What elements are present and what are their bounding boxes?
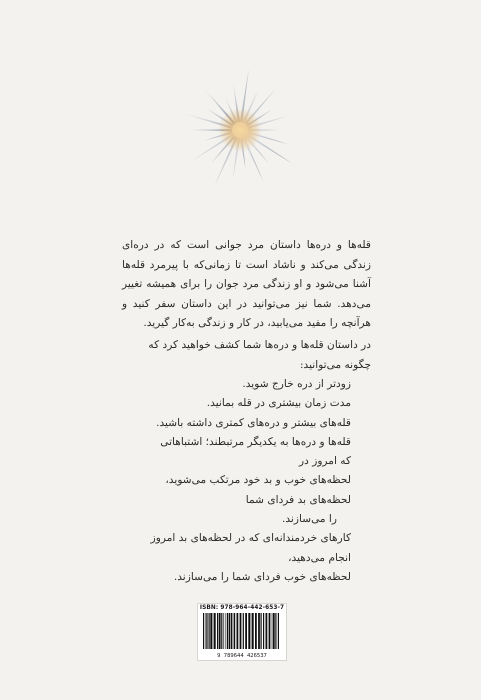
list-item-continuation: لحظه‌های خوب فردای شما را می‌سازند. bbox=[173, 570, 351, 583]
list-item: مدت زمان بیشتری در قله بمانید. bbox=[206, 397, 351, 410]
list-item-continuation: لحظه‌های خوب و بد خود مرتکب می‌شوید، لحظه‌های بد فردای شما bbox=[165, 474, 351, 506]
barcode-number: 9 789644 426537 bbox=[217, 653, 267, 659]
intro-paragraph: قله‌ها و دره‌ها داستان مرد جوانی است که در دره‌ای زندگی می‌کند و ناشاد است تا زمانی‌که با پیرمرد قله‌ها آشنا می‌شود و او زندگی مرد جوان را برای همیشه تغییر می‌دهد. شما نیز می‌توانید در این داستان سفر کنید و هرآنچه را مفید می‌یابید، در کار و زندگی به‌کار گیرید. bbox=[122, 239, 371, 329]
list-item-continuation: را می‌سازند. bbox=[281, 513, 337, 526]
lead-line: در داستان قله‌ها و دره‌ها شما کشف خواهید کرد که چگونه می‌توانید: bbox=[148, 339, 371, 371]
isbn-barcode bbox=[197, 603, 287, 661]
benefits-list bbox=[150, 375, 351, 587]
isbn-label: ISBN: 978-964-442-653-7 bbox=[199, 605, 285, 611]
barcode-icon bbox=[203, 613, 281, 649]
list-item: قله‌های بیشتر و دره‌های کمتری داشته باشید. bbox=[156, 416, 351, 429]
list-item: زودتر از دره خارج شوید. bbox=[242, 378, 351, 390]
list-item: کارهای خردمندانه‌ای که در لحظه‌های بد امروز انجام می‌دهید، bbox=[150, 532, 351, 564]
sunburst-logo-icon bbox=[180, 42, 300, 212]
list-item: قله‌ها و دره‌ها به یکدیگر مرتبطند؛ اشتباهاتی که امروز در bbox=[160, 435, 351, 468]
